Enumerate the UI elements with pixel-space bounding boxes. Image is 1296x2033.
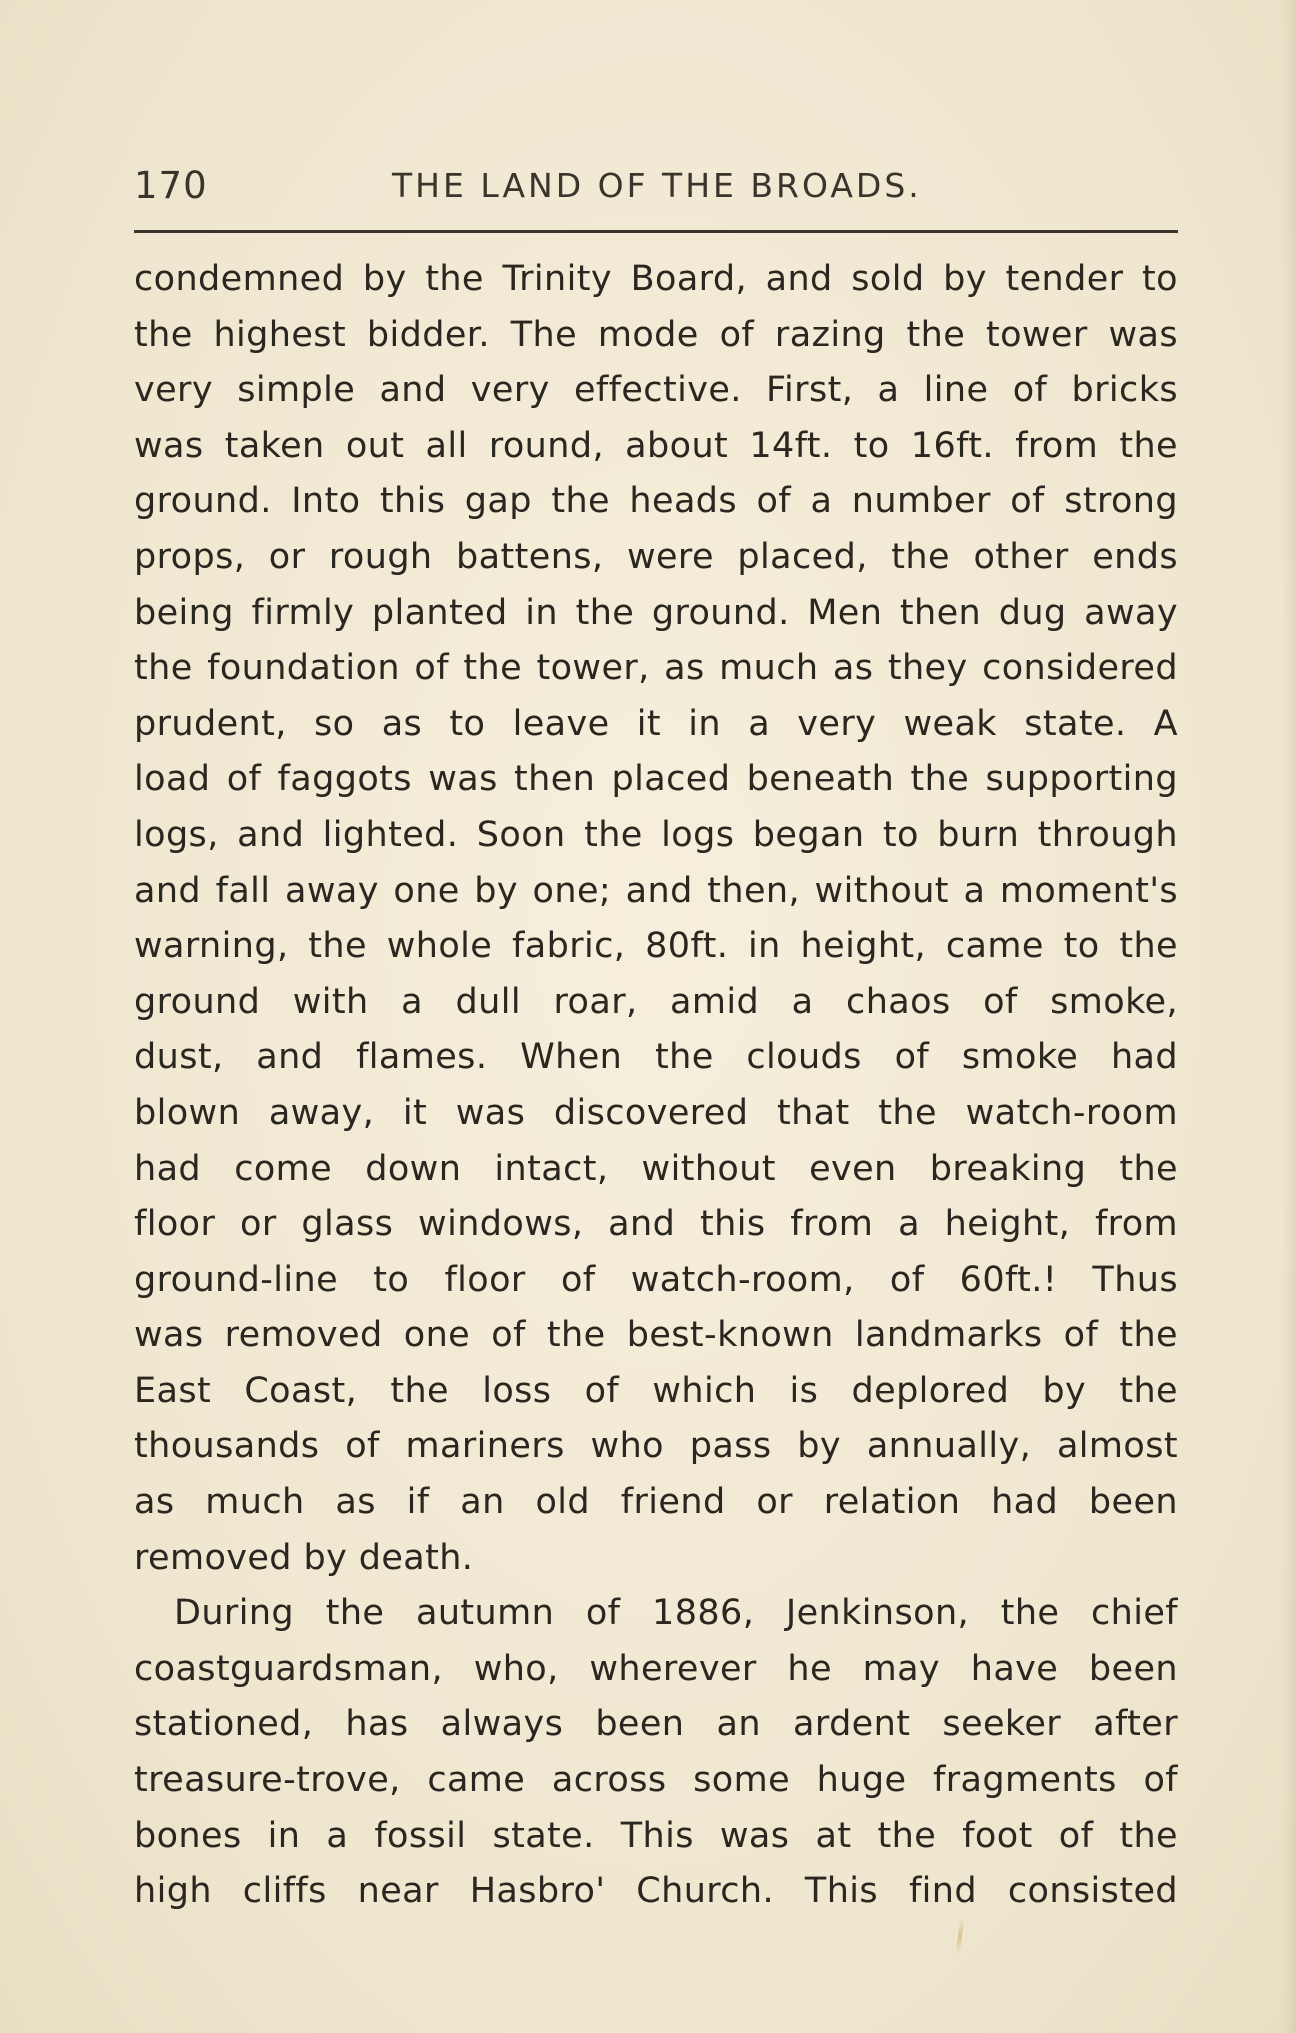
text-line: being firmly planted in the ground. Men then dug away: [134, 592, 1178, 633]
text-line: load of faggots was then placed beneath the supporting: [134, 759, 1178, 800]
text-line: removed by death.: [134, 1537, 474, 1578]
text-line: prudent, so as to leave it in a very weak state. A: [134, 703, 1178, 744]
text-line: ground. Into this gap the heads of a number of strong: [134, 481, 1178, 522]
text-line: high cliffs near Hasbro' Church. This find consisted: [134, 1871, 1178, 1912]
text-line: thousands of mariners who pass by annually, almost: [134, 1426, 1178, 1467]
page-edge-shadow: [1282, 0, 1296, 2033]
text-line: East Coast, the loss of which is deplored by the: [134, 1370, 1178, 1411]
text-line: condemned by the Trinity Board, and sold by tender to: [134, 259, 1178, 299]
text-line: as much as if an old friend or relation had been: [134, 1482, 1178, 1523]
text-line: props, or rough battens, were placed, the other ends: [134, 536, 1178, 577]
text-line: logs, and lighted. Soon the logs began to burn through: [134, 814, 1178, 855]
running-head: THE LAND OF THE BROADS.: [392, 166, 922, 205]
text-line: dust, and flames. When the clouds of smoke had: [134, 1037, 1178, 1078]
text-line: stationed, has always been an ardent seeker after: [134, 1704, 1178, 1745]
header-rule: [134, 230, 1178, 233]
text-line: had come down intact, without even breaking the: [134, 1148, 1178, 1189]
body-text: [134, 252, 1178, 1920]
paragraph: [134, 252, 1178, 1586]
text-line: bones in a fossil state. This was at the foot of the: [134, 1815, 1178, 1856]
text-line: ground-line to floor of watch-room, of 60ft.! Thus: [134, 1259, 1178, 1300]
text-line: warning, the whole fabric, 80ft. in height, came to the: [134, 926, 1178, 967]
text-line: ground with a dull roar, amid a chaos of smoke,: [134, 981, 1178, 1022]
text-line: treasure-trove, came across some huge fragments of: [134, 1760, 1178, 1801]
paragraph: [134, 1586, 1178, 1920]
text-line: coastguardsman, who, wherever he may have been: [134, 1648, 1178, 1689]
text-line: the foundation of the tower, as much as they considered: [134, 648, 1178, 689]
text-line: blown away, it was discovered that the watch-room: [134, 1092, 1178, 1133]
text-line: During the autumn of 1886, Jenkinson, the chief: [174, 1593, 1178, 1634]
text-line: and fall away one by one; and then, without a moment's: [134, 870, 1178, 911]
text-line: was removed one of the best-known landmarks of the: [134, 1315, 1178, 1356]
text-line: floor or glass windows, and this from a height, from: [134, 1204, 1178, 1245]
page-number: 170: [134, 164, 208, 207]
text-line: the highest bidder. The mode of razing the tower was: [134, 314, 1178, 355]
text-line: very simple and very effective. First, a line of bricks: [134, 370, 1178, 411]
page-header: [134, 160, 1178, 212]
paper-speck: [956, 1918, 965, 1954]
text-line: was taken out all round, about 14ft. to 16ft. from the: [134, 425, 1178, 466]
